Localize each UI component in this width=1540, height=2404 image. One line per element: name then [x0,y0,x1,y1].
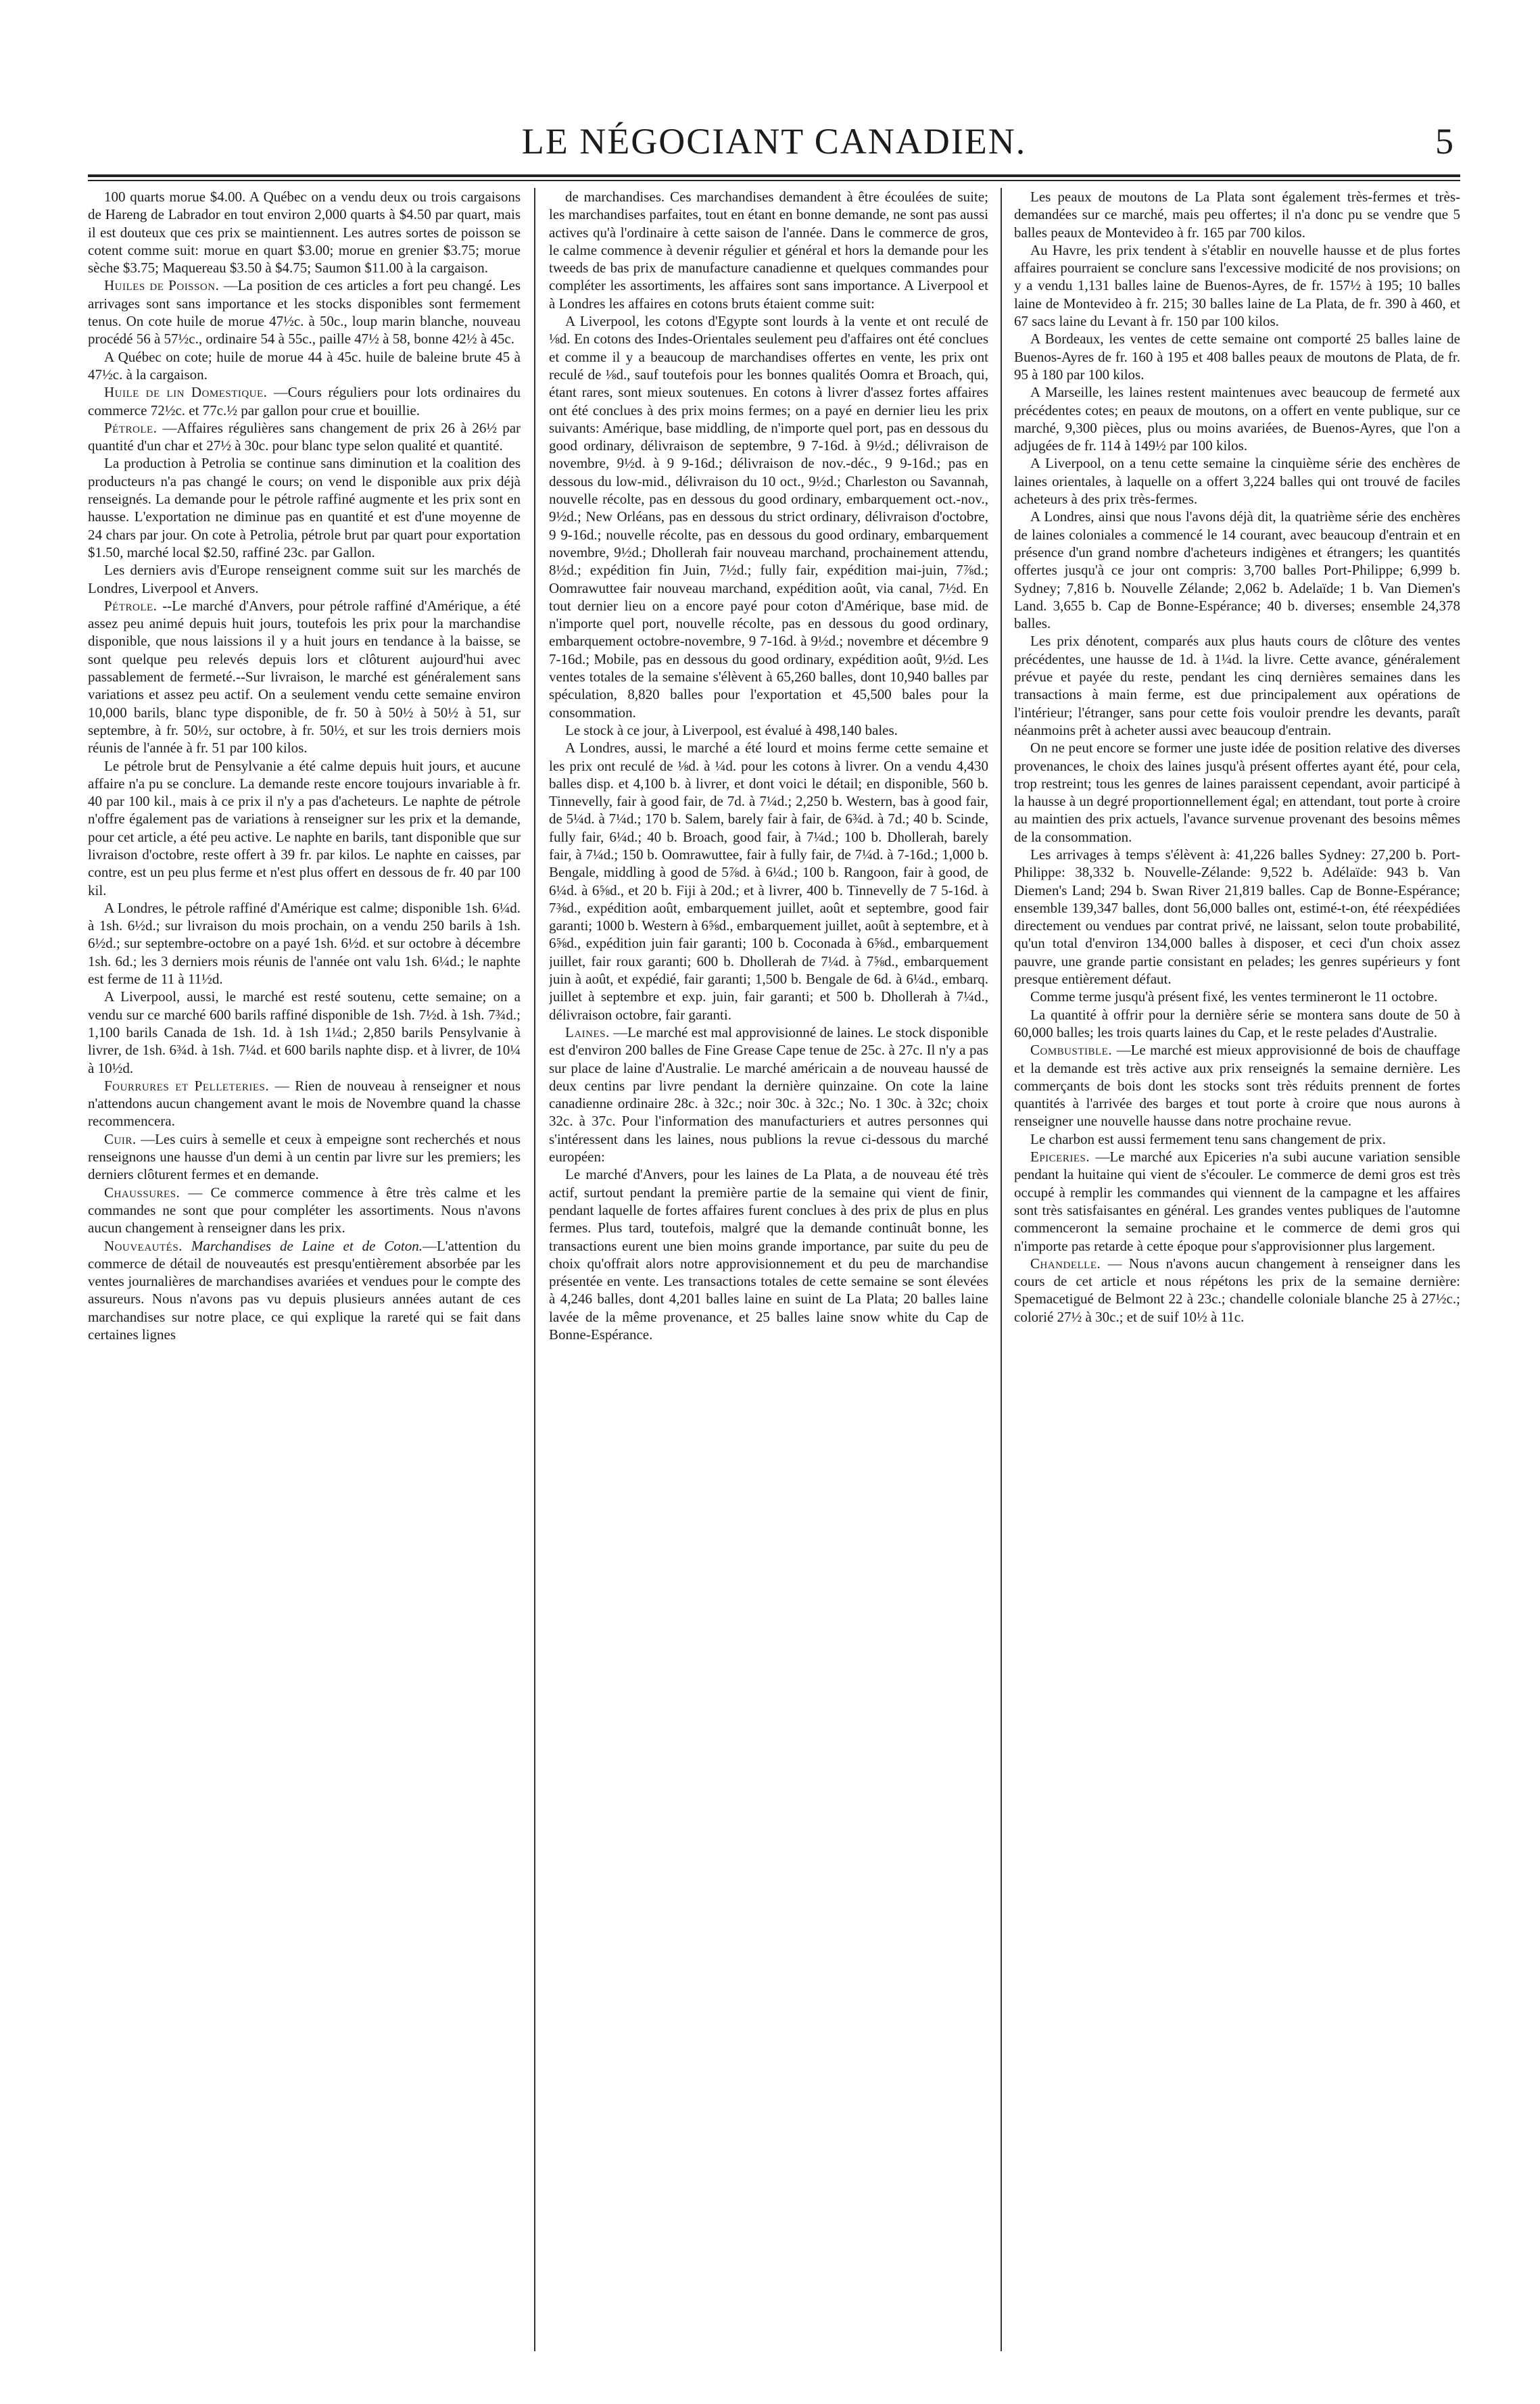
article-paragraph [88,1077,521,1130]
article-paragraph [88,757,521,899]
article-paragraph [88,1130,521,1184]
article-paragraph [549,188,988,312]
paragraph-text: --Le marché d'Anvers, pour pétrole raffiné d'Amérique, a été assez peu animé depuis huit jours, toutefois les prix pour la marchandise disponible, que nous laissions il y a huit jours en tendance à la baisse, se sont quelque peu relevés depuis lors et clôturent aujourd'hui avec passablement de fermeté.--Sur livraison, le marché est généralement sans variations et assez peu actif. On a seulement vendu cette semaine environ 10,000 barils, blanc type disponible, de fr. 50 à 50½ à 50½ à 51, sur septembre, à fr. 50½, sur octobre, à fr. 50½, et sur les trois derniers mois réunis de l'année à fr. 51 par 100 kilos. [88,597,521,756]
section-heading: Pétrole. [104,419,158,436]
paragraph-text: Le stock à ce jour, à Liverpool, est évalué à 498,140 bales. [565,721,898,738]
column-1 [88,188,521,2351]
header-rule-thick [88,174,1460,177]
paragraph-text: A Londres, aussi, le marché a été lourd et moins ferme cette semaine et les prix ont reculé de ⅛d. à ¼d. pour les cotons à livrer. On a vendu 4,430 balles disp. et 4,100 b. à livrer, et dont voici le détail; en disponible, 560 b. Tinnevelly, fair à good fair, de 7d. à 7¼d.; 2,250 b. Western, bas à good fair, de 5¼d. à 7¼d.; 170 b. Salem, barely fair à fair, de 6¾d. à 7d.; 40 b. Scinde, fully fair, 6¼d.; 40 b. Broach, good fair, à 7¼d.; 100 b. Dhollerah, barely fair, à 7¼d.; 150 b. Oomrawuttee, fair à fully fair, de 7¼d. à 7-16d.; 1,000 b. Bengale, middling à good de 5⅞d. à 6¼d.; 100 b. Rangoon, fair à good, de 6¼d. à 6⅝d., et 20 b. Fiji à 20d.; et à livrer, 400 b. Tinnevelly de 7 5-16d. à 7⅜d., expédition août, embarquement juillet, août et septembre, good fair garanti; 1000 b. Western à 6⅝d., embarquement juillet, août à septembre, et à 6⅝d., expédition juin fair garanti; 100 b. Coconada à 6⅝d., embarquement juillet, fair roux garanti; 600 b. Dhollerah de 7¼d. à 7⅝d., embarquement juin à août, et expédié, fair garanti; 1,500 b. Bengale de 6d. à 6¼d., embarq. juillet à septembre et exp. juin, fair garanti; et 500 b. Dhollerah à 7¼d., délivraison octobre, fair garanti. [549,740,988,1023]
paragraph-text: A Marseille, les laines restent maintenues avec beaucoup de fermeté aux précédentes cotes; en peaux de moutons, on a offert en vente publique, sur ce marché, 9,300 pièces, plus ou moins avariées, de Buenos-Ayres, que l'on a adjugées de fr. 114 à 149½ par 100 kilos. [1014,384,1460,454]
paragraph-text: —La position de ces articles a fort peu changé. Les arrivages sont sans importance et les stocks disponibles sont fermement tenus. On cote huile de morue 47½c. à 50c., loup marin blanche, nouveau procédé 56 à 57½c., ordinaire 54 à 55c., paille 47½ à 58, bonne 42½ à 45c. [88,277,521,347]
article-paragraph [1014,1006,1460,1042]
paragraph-text: — Ce commerce commence à être très calme et les commandes ne sont que pour compléter les assortiments. Nous n'avons aucun changement à renseigner dans les prix. [88,1184,521,1236]
paragraph-text: —Le marché est mieux approvisionné de bois de chauffage et la demande est très active aux prix renseignés la semaine dernière. Les commerçants de bois dont les stocks sont très réduits prennent de fortes quantités à l'arrivée des barges et tout porte à croire que nous aurons à renseigner une nouvelle hausse dans notre prochaine revue. [1014,1042,1460,1130]
paragraph-text: Le charbon est aussi fermement tenu sans changement de prix. [1030,1130,1386,1147]
section-heading: Chandelle. [1030,1255,1101,1272]
article-paragraph [1014,1041,1460,1130]
page-number: 5 [1435,121,1453,162]
article-paragraph [1014,632,1460,739]
article-paragraph [88,419,521,455]
column-2 [549,188,988,2351]
paragraph-text: A Bordeaux, les ventes de cette semaine ont comporté 25 balles laine de Buenos-Ayres de fr. 160 à 195 et 408 balles peaux de moutons de Plata, de fr. 95 à 180 par 100 kilos. [1014,331,1460,383]
section-heading: Nouveautés. [104,1237,183,1254]
paragraph-text: Comme terme jusqu'à présent fixé, les ventes termineront le 11 octobre. [1030,988,1438,1005]
article-paragraph [549,721,988,739]
article-paragraph [549,1024,988,1165]
article-paragraph [88,899,521,988]
article-paragraph [1014,1255,1460,1326]
section-heading: Epiceries. [1030,1149,1090,1165]
paragraph-text: Les prix dénotent, comparés aux plus hauts cours de clôture des ventes précédentes, une hausse de 1d. à 1¼d. la livre. Cette avance, généralement prévue et payée du reste, pendant les cinq dernières semaines dans les transactions à main ferme, est due principalement aux opérations de l'intérieur; l'étranger, sans pour cette fois vouloir prendre les devants, paraît néanmoins prêt à acheter aussi avec beaucoup d'entrain. [1014,633,1460,738]
italic-subheading: Marchandises de Laine et de Coton. [191,1237,423,1254]
section-heading: Pétrole. [104,597,158,614]
paragraph-text: La production à Petrolia se continue sans diminution et la coalition des producteurs n'a pas changé le cours; on vend le disponible aux prix déjà renseignés. La demande pour le pétrole raffiné augmente et les prix sont en hausse. L'exportation ne diminue pas en quantité et est d'une moyenne de 24 chars par jour. On cote à Petrolia, pétrole brut par quart pour exportation $1.50, marché local $2.50, raffiné 23c. par Gallon. [88,455,521,560]
section-heading: Combustible. [1030,1042,1113,1059]
header-rule-thin [88,180,1460,181]
paragraph-text: — Nous n'avons aucun changement à renseigner dans les cours de cet article et nous répétons les prix de la semaine dernière: Spemacetigué de Belmont 22 à 23c.; chandelle coloniale blanche 25 à 27½c.; colorié 27½ à 30c.; et de suif 10½ à 11c. [1014,1255,1460,1325]
paragraph-text: La quantité à offrir pour la dernière série se montera sans doute de 50 à 60,000 balles; les trois quarts laines du Cap, et le reste pelades d'Australie. [1014,1006,1460,1040]
article-paragraph [549,312,988,721]
article-paragraph [88,1237,521,1344]
newspaper-title: LE NÉGOCIANT CANADIEN. [521,121,1027,162]
paragraph-text: Le marché d'Anvers, pour les laines de La Plata, a de nouveau été très actif, surtout pendant la première partie de la semaine qui vient de finir, pendant laquelle de fortes affaires furent conclues à des prix de plus en plus fermes. Plus tard, toutefois, malgré que la demande continuât bonne, les transactions eurent une bien moins grande importance, par suite du peu de choix qu'offrait alors notre approvisionnement et du peu de marchandise présentée en vente. Les transactions totales de cette semaine se sont élevées à 4,246 balles, dont 4,201 balles laine en suint de La Plata; 20 balles laine lavée de la même provenance, et 25 balles laine snow white du Cap de Bonne-Espérance. [549,1166,988,1343]
section-heading: Huile de lin Domestique. [104,384,268,401]
article-paragraph [1014,508,1460,632]
paragraph-text: A Londres, le pétrole raffiné d'Amérique est calme; disponible 1sh. 6¼d. à 1sh. 6½d.; sur livraison du mois prochain, on a vendu 250 barils à 1sh. 6½d.; sur septembre-octobre on a payé 1sh. 6½d. et sur octobre à décembre 1sh. 6d.; les 3 derniers mois réunis de l'année ont valu 1sh. 6¼d.; le naphte est ferme de 11 à 11½d. [88,899,521,988]
paragraph-text: — Rien de nouveau à renseigner et nous n'attendons aucun changement avant le mois de Novembre quand la chasse recommencera. [88,1077,521,1130]
article-paragraph [88,561,521,597]
paragraph-text: On ne peut encore se former une juste idée de position relative des diverses provenances, le choix des laines jusqu'à présent offertes ayant été, pour cela, trop restreint; tous les genres de laines paraissent cependant, avoir participé à la hausse à un degré proportionnellement égal; en attendant, tout porte à croire au maintien des prix actuels, l'avance survenue provenant des besoins mêmes de la consommation. [1014,740,1460,845]
column-divider [534,188,535,2351]
article-paragraph [88,348,521,384]
article-paragraph [1014,454,1460,508]
article-paragraph [1014,988,1460,1005]
article-paragraph [1014,330,1460,383]
section-heading: Fourrures et Pelleteries. [104,1077,270,1094]
article-paragraph [1014,383,1460,454]
article-paragraph [88,1184,521,1237]
paragraph-text: —Le marché est mal approvisionné de laines. Le stock disponible est d'environ 200 balles de Fine Grease Cape tenue de 25c. à 27c. Il n'y a pas sur place de laine d'Australie. Le marché américain a de nouveau haussé de deux centins par livre pendant la dernière quinzaine. On cote la laine canadienne ordinaire 28c. à 32c.; noir 30c. à 32c.; No. 1 30c. à 32c; choix 32c. à 37c. Pour l'information des manufacturiers et autres personnes qui s'intéressent dans les laines, nous publions la revue ci-dessous du marché européen: [549,1024,988,1165]
article-paragraph [88,597,521,757]
paragraph-text: A Québec on cote; huile de morue 44 à 45c. huile de baleine brute 45 à 47½c. à la cargaison. [88,348,521,383]
paragraph-text: de marchandises. Ces marchandises demandent à être écoulées de suite; les marchandises parfaites, tout en étant en bonne demande, ne sont pas aussi actives qu'à l'ordinaire à cette saison de l'année. Dans le commerce de gros, le calme commence à devenir régulier et général et hors la demande pour les tweeds de bas prix de manufacture canadienne et quelques commandes pour compléter les assortiments, les affaires sont sans importance. A Liverpool et à Londres les affaires en cotons bruts étaient comme suit: [549,189,988,312]
paragraph-text: —Cours réguliers pour lots ordinaires du commerce 72½c. et 77c.½ par gallon pour crue et bouillie. [88,384,521,418]
column-divider [1001,188,1002,2351]
article-paragraph [1014,241,1460,330]
section-heading: Cuir. [104,1130,137,1147]
paragraph-text: —Les cuirs à semelle et ceux à empeigne sont recherchés et nous renseignons une hausse d'un demi à un centin par livre sur les premiers; les derniers clôturent fermes et en demande. [88,1130,521,1183]
page-header [88,115,1460,169]
paragraph-text: —L'attention du commerce de détail de nouveautés est presqu'entièrement absorbée par les ventes journalières de marchandises avariées et vendues pour le compte des assureurs. Nous n'avons pas vu depuis plusieurs années autant de ces marchandises sur notre place, ce qui explique la rareté qui se fait dans certaines lignes [88,1237,521,1343]
paragraph-text: A Liverpool, on a tenu cette semaine la cinquième série des enchères de laines orientales, à laquelle on a offert 3,224 balles qui ont trouvé de faciles acheteurs à des prix très-fermes. [1014,455,1460,508]
article-paragraph [88,277,521,347]
paragraph-text: A Londres, ainsi que nous l'avons déjà dit, la quatrième série des enchères de laines coloniales a commencé le 14 courant, avec beaucoup d'entrain et en présence d'un grand nombre d'acheteurs indigènes et étrangers; les quantités offertes jusqu'à ce jour ont compris: 3,700 balles Port-Philippe; 6,999 b. Sydney; 7,816 b. Nouvelle Zélande; 2,062 b. Adelaïde; 1 b. Van Diemen's Land. 3,655 b. Cap de Bonne-Espérance; 40 b. diverses; ensemble 24,378 balles. [1014,508,1460,632]
article-paragraph [88,188,521,277]
article-paragraph [88,454,521,561]
paragraph-text: Les derniers avis d'Europe renseignent comme suit sur les marchés de Londres, Liverpool et Anvers. [88,562,521,596]
paragraph-text: Les peaux de moutons de La Plata sont également très-fermes et très-demandées sur ce marché, mais peu offertes; il n'a donc pu se vendre que 5 balles peaux de Montevideo à fr. 165 par 700 kilos. [1014,189,1460,241]
paragraph-text: —Affaires régulières sans changement de prix 26 à 26½ par quantité d'un char et 27½ à 30c. pour blanc type selon qualité et quantité. [88,419,521,454]
paragraph-text: A Liverpool, les cotons d'Egypte sont lourds à la vente et ont reculé de ⅛d. En cotons des Indes-Orientales seulement peu d'affaires ont été conclues et comme il y a beaucoup de marchandises offertes en vente, les prix ont reculé de ⅛d., sauf toutefois pour les bonnes qualités Oomra et Broach, qui, étant rares, sont mieux soutenues. En cotons à livrer d'assez fortes affaires ont été conclues à des prix moins fermes; on a payé en dernier lieu les prix suivants: Amérique, base middling, de n'importe quel port, pas en dessous du good ordinary, délivraison de septembre, 9 7-16d. à 9½d.; délivraison de novembre, 9½d. à 9 9-16d.; délivraison de nov.-déc., 9 9-16d.; pas en dessous du low-mid., délivraison du 10 oct., 9½d.; Charleston ou Savannah, nouvelle récolte, pas en dessous du good ordinary, embarquement oct.-nov., 9½d.; New Orléans, pas en dessous du strict ordinary, délivraison d'octobre, 9 9-16d.; nouvelle récolte, pas en dessous du good ordinary, embarquement novembre, 9½d.; Dhollerah fair nouveau marchand, prochainement attendu, 8½d.; expédition fin Juin, 7½d.; fully fair, expédition mai-juin, 7⅞d.; Oomrawuttee fair nouveau marchand, expédition août, via canal, 7½d. En tout dernier lieu on a encore payé pour coton d'Amérique, base mid. de n'importe quel port, nouvelle récolte, pas en dessous du good ordinary, embarquement octobre-novembre, 9 7-16d. à 9½d.; novembre et décembre 9 7-16d.; Mobile, pas en dessous du good ordinary, expédition août, 9½d. Les ventes totales de la semaine s'élèvent à 65,260 balles, dont 10,940 balles par spéculation, 8,820 balles pour l'exportation et 45,500 bales pour la consommation. [549,313,988,721]
column-3 [1014,188,1460,2351]
article-paragraph [1014,846,1460,988]
article-paragraph [1014,188,1460,241]
paragraph-text: Au Havre, les prix tendent à s'établir en nouvelle hausse et de plus fortes affaires pourraient se conclure sans l'excessive modicité de nos provisions; on y a vendu 1,131 balles laine de Buenos-Ayres, de fr. 157½ à 195; 10 balles laine de Montevideo à fr. 215; 30 balles laine de La Plata, de fr. 390 à 460, et 67 sacs laine du Levant à fr. 150 par 100 kilos. [1014,241,1460,330]
section-heading: Chaussures. [104,1184,181,1201]
paragraph-text: 100 quarts morue $4.00. A Québec on a vendu deux ou trois cargaisons de Hareng de Labrador en tout environ 2,000 quarts à $4.50 par quart, mais il est douteux que ces prix se maintiennent. Les autres sortes de poisson se cotent comme suit: morue en quart $3.00; morue en grenier $3.75; morue sèche $3.75; Maquereau $3.50 à $4.75; Saumon $11.00 à la cargaison. [88,189,521,277]
article-paragraph [1014,1130,1460,1148]
article-paragraph [88,988,521,1076]
paragraph-text: A Liverpool, aussi, le marché est resté soutenu, cette semaine; on a vendu sur ce marché 600 barils raffiné disponible de 1sh. 7½d. à 1sh. 7¾d.; 1,100 barils Canada de 1sh. 1d. à 1sh 1¼d.; 2,850 barils Pensylvanie à livrer, de 1sh. 6¾d. à 1sh. 7¼d. et 600 barils naphte disp. et à livrer, de 10¼ à 10½d. [88,988,521,1076]
section-heading: Laines. [565,1024,610,1040]
article-paragraph [88,383,521,419]
paragraph-text: Le pétrole brut de Pensylvanie a été calme depuis huit jours, et aucune affaire n'a pu se conclure. La demande reste encore toujours invariable à fr. 40 par 100 kil., mais à ce prix il n'y a pas d'acheteurs. Le naphte de pétrole n'offre également pas de variations à renseigner sur les prix et la demande, pour cet article, a été peu active. Le naphte en barils, tant disponible que sur livraison d'octobre, reste offert à 39 fr. par kilos. Le naphte en caisses, par contre, est un peu plus ferme et n'est plus offert en dessous de fr. 40 par 100 kil. [88,757,521,898]
paragraph-text: —Le marché aux Epiceries n'a subi aucune variation sensible pendant la huitaine qui vient de s'écouler. Le commerce de demi gros est très occupé à remplir les commandes qui viennent de la campagne et les affaires sont très satisfaisantes en général. Les grandes ventes publiques de l'automne commenceront la semaine prochaine et le commerce de demi gros qui n'importe pas retarde à cette époque pour s'approvisionner plus largement. [1014,1149,1460,1254]
article-paragraph [1014,739,1460,846]
section-heading: Huiles de Poisson. [104,277,220,294]
paragraph-text: Les arrivages à temps s'élèvent à: 41,226 balles Sydney: 27,200 b. Port-Philippe: 38,332 b. Nouvelle-Zélande: 9,522 b. Adélaïde: 943 b. Van Diemen's Land; 294 b. Swan River 21,819 balles. Cap de Bonne-Espérance; ensemble 139,347 balles, dont 56,000 balles ont, estimé-t-on, été réexpédiées directement ou vendues par contrat privé, ne laissant, selon toute probabilité, qu'un total d'environ 134,000 balles à disposer, et ceci d'un choix assez pauvre, une grande partie consistant en pelades; les genres supérieurs y font presque entièrement défaut. [1014,846,1460,988]
article-paragraph [549,1165,988,1343]
article-paragraph [549,739,988,1024]
article-paragraph [1014,1148,1460,1255]
